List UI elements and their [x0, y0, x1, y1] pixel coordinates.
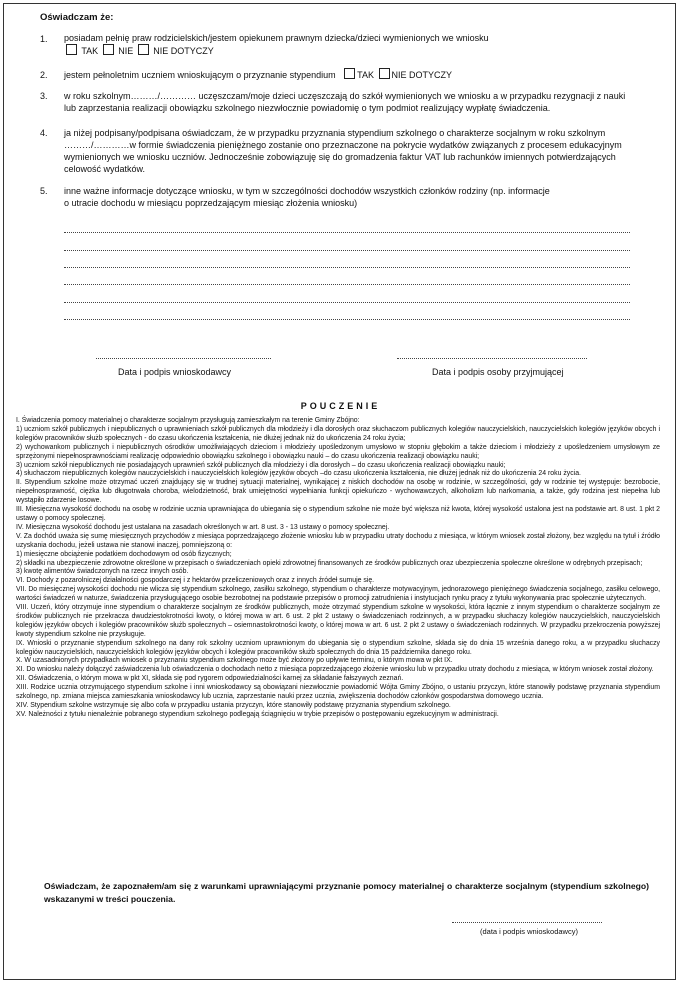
item-5-line-2: o utracie dochodu w miesiącu poprzedzającym miesiąc złożenia wniosku) [64, 198, 358, 208]
item-4-line-3: wymienionych we wniosku uczniów. Jednocześnie zobowiązuję się do gromadzenia faktur VAT lub rachunków imiennych potwierdzających [64, 152, 616, 162]
pouczenie-paragraph: VI. Dochody z pozarolniczej działalności gospodarczej i z hektarów przeliczeniowych oraz z innych źródeł sumuje się. [16, 577, 375, 585]
pouczenie-paragraph: 2) wychowankom publicznych i niepublicznych ośrodków umożliwiających dzieciom i młodzieży upośledzonym umysłowo w stopniu głębokim a także dzieciom i młodzieży z upośledzeniem umysłowym ze sprzężonymi niepełnosprawnościami realizację odpowiednio obowiązku szkolnego i obowiązku nauki – do czasu ukończenia realizacji obowiązku nauki; [16, 443, 660, 460]
pouczenie-paragraph: X. W uzasadnionych przypadkach wniosek o przyznaniu stypendium szkolnego może być złożony po upływie terminu, o którym mowa w pkt IX. [16, 657, 453, 665]
answer-line-2[interactable] [64, 250, 630, 251]
item-2-tak-checkbox[interactable] [344, 68, 355, 79]
item-1-nie-label: NIE [118, 46, 134, 56]
applicant-signature-line[interactable] [96, 358, 271, 359]
item-1-tak-checkbox[interactable] [66, 44, 77, 55]
pouczenie-paragraph: I. Świadczenia pomocy materialnej o charakterze socjalnym przysługują zamieszkałym na terenie Gminy Zbójno: [16, 417, 360, 424]
item-4-line-1: ja niżej podpisany/podpisana oświadczam, że w przypadku przyznania stypendium szkolnego o charakterze socjalnym w roku szkolnym [64, 128, 606, 138]
pouczenie-paragraph: 1) miesięczne obciążenie podatkiem dochodowym od osób fizycznych; [16, 550, 232, 558]
item-3-line-1: w roku szkolnym………/………… uczęszczam/moje dzieci uczęszczają do szkół wymienionych we wniosku a w przypadku rezygnacji z nauki [64, 91, 626, 101]
item-2-text: jestem pełnoletnim uczniem wnioskującym o przyznanie stypendium [64, 70, 336, 80]
pouczenie-paragraph: V. Za dochód uważa się sumę miesięcznych przychodów z miesiąca poprzedzającego złożenie wniosku lub w przypadku utraty dochodu z miesiąca, w którym wniosek został złożony, bez względu na tytuł i źródło uzyskania dochodu, jeżeli ustawa nie stanowi inaczej, pomniejszoną o: [16, 532, 660, 549]
item-1-tak-label: TAK [81, 46, 99, 56]
item-5-line-1: inne ważne informacje dotyczące wniosku, w tym w szczególności dochodów wszystkich członków rodziny (np. informacje [64, 186, 550, 196]
pouczenie-paragraph: XV. Należności z tytułu nienależnie pobranego stypendium szkolnego podlegają ściągnięciu w trybie przepisów o postępowaniu egzekucyjnym w administracji. [16, 710, 499, 718]
pouczenie-paragraph: 4) słuchaczom niepublicznych kolegiów nauczycielskich i nauczycielskich kolegiów języków obcych –do czasu ukończenia kształcenia, nie dłużej jednak niż do ukończenia 24 roku życia. [16, 470, 581, 478]
pouczenie-paragraph: XII. Oświadczenia, o którym mowa w pkt XI, składa się pod rygorem odpowiedzialności karnej za składanie fałszywych zeznań. [16, 675, 404, 683]
receiver-signature-label: Data i podpis osoby przyjmującej [432, 367, 564, 377]
answer-line-6[interactable] [64, 319, 630, 320]
pouczenie-paragraph: IX. Wnioski o przyznanie stypendium szkolnego na dany rok szkolny uczniom uprawnionym do ubiegania się o stypendium szkolne, składa się do dnia 15 września danego roku, a w przypadku słuchaczy kolegiów nauczycielskich, nauczycielskich kolegiów języków obcych i kolegiów pracowników służb społecznych do dnia 15 października danego roku. [16, 639, 660, 656]
answer-line-3[interactable] [64, 267, 630, 268]
pouczenie-paragraph: 3) kwotę alimentów świadczonych na rzecz innych osób. [16, 568, 189, 576]
final-signature-line[interactable] [452, 922, 602, 923]
item-3-line-2: lub zaprzestania realizacji obowiązku szkolnego niezwłocznie powiadomię o tym podmiot realizujący wypłatę świadczenia. [64, 103, 551, 113]
pouczenie-paragraph: VII. Do miesięcznej wysokości dochodu nie wlicza się stypendium szkolnego, zasiłku szkolnego, stypendium o charakterze motywacyjnym, jednorazowego pieniężnego świadczenia socjalnego, zasiłku celowego, wartości świadczeń w naturze, świadczenia przysługującego osobie bezrobotnej na podstawie przepisów o promocji zatrudnienia i instytucjach rynku pracy z tytułu wykonywania prac społecznie użytecznych. [16, 586, 660, 603]
pouczenie-paragraph: XI. Do wniosku należy dołączyć zaświadczenia lub oświadczenia o dochodach netto z miesiąca poprzedzającego złożenie wniosku lub w przypadku utraty dochodu z miesiąca, w którym wniosek został złożony. [16, 666, 654, 674]
pouczenie-paragraph: II. Stypendium szkolne może otrzymać uczeń znajdujący się w trudnej sytuacji materialnej, wynikającej z niskich dochodów na osobę w rodzinie, w szczególności, gdy w rodzinie tej występuje: bezrobocie, niepełnosprawność, ciężka lub długotrwała choroba, wielodzietność, brak umiejętności wypełniania funkcji opiekuńczo - wychowawczych, alkoholizm lub narkomania, a także, gdy rodzina jest niepełna lub wystąpiło zdarzenie losowe. [16, 479, 660, 505]
item-1-number: 1. [40, 34, 48, 44]
item-4-number: 4. [40, 128, 48, 138]
pouczenie-body [16, 417, 660, 720]
pouczenie-title: POUCZENIE [300, 401, 381, 411]
item-2-line [64, 68, 624, 82]
item-2-tak-label: TAK [357, 70, 374, 80]
item-2-nie-dotyczy-checkbox[interactable] [379, 68, 390, 79]
pouczenie-paragraph: III. Miesięczna wysokość dochodu na osobę w rodzinie ucznia uprawniająca do ubiegania się o stypendium szkolne nie może być większa niż kwota, której wysokość ustalona jest na podstawie art. 8 ust. 1 pkt 2 ustawy o pomocy społecznej. [16, 506, 660, 522]
item-4-line-4: celowość wydatków. [64, 164, 146, 174]
answer-line-5[interactable] [64, 302, 630, 303]
declaration-heading: Oświadczam że: [40, 12, 114, 23]
item-3-number: 3. [40, 91, 48, 101]
item-1-nie-dotyczy-label: NIE DOTYCZY [153, 46, 214, 56]
answer-line-1[interactable] [64, 232, 630, 233]
final-signature-label: (data i podpis wnioskodawcy) [480, 927, 578, 936]
pouczenie-paragraph: VIII. Uczeń, który otrzymuje inne stypendium o charakterze socjalnym ze środków publicznych, może otrzymać stypendium szkolne w wysokości, która łącznie z innym stypendium o charakterze socjalnym ze środków publicznych nie przekracza dwudziestokrotności kwoty, o której mowa w art. 6 ust. 2 pkt 2 ustawy o świadczeniach rodzinnych, a w przypadku słuchaczy kolegiów nauczycielskich, nauczycielskich kolegiów języków obcych i kolegiów pracowników służb społecznych – osiemnastokrotności kwoty, o której mowa w art. 6 ust. 2 pkt 2 ustawy o świadczeniach rodzinnych. W przypadku przekroczenia powyższej kwoty stypendium szkolne nie przysługuje. [16, 604, 660, 638]
item-1-nie-dotyczy-checkbox[interactable] [138, 44, 149, 55]
pouczenie-paragraph: 2) składki na ubezpieczenie zdrowotne określone w przepisach o świadczeniach opieki zdrowotnej finansowanych ze środków publicznych oraz ubezpieczenia społeczne określone w odrębnych przepisach; [16, 559, 643, 567]
item-5-number: 5. [40, 186, 48, 196]
pouczenie-paragraph: XIII. Rodzice ucznia otrzymującego stypendium szkolne i inni wnioskodawcy są obowiązani niezwłocznie powiadomić Wójta Gminy Zbójno, o ustaniu przyczyn, które stanowiły podstawę przyznania stypendium szkolnego, np. zmiana miejsca zamieszkania wnioskodawcy lub ucznia, zaprzestanie nauki przez ucznia, zwiększenia dochodów członków gospodarstwa domowego ucznia. [16, 684, 660, 701]
pouczenie-paragraph: XIV. Stypendium szkolne wstrzymuje się albo cofa w przypadku ustania przyczyn, które stanowiły podstawę przyznania stypendium szkolnego. [16, 702, 451, 709]
applicant-signature-label: Data i podpis wnioskodawcy [118, 367, 232, 377]
item-1-text: posiadam pełnię praw rodzicielskich/jestem opiekunem prawnym dziecka/dzieci wymienionych we wniosku [64, 33, 489, 43]
pouczenie-paragraph: 3) uczniom szkół niepublicznych nie posiadających uprawnień szkół publicznych dla młodzieży i dla dorosłych – do czasu ukończenia realizacji obowiązku nauki; [16, 461, 506, 469]
answer-line-4[interactable] [64, 284, 630, 285]
item-2-nie-dotyczy-label: NIE DOTYCZY [391, 70, 453, 80]
item-1-nie-checkbox[interactable] [103, 44, 114, 55]
receiver-signature-line[interactable] [397, 358, 587, 359]
item-1-options [64, 44, 464, 58]
item-4-line-2: ………/…………w formie świadczenia pieniężnego zostanie ono przeznaczone na pokrycie wydatków związanych z procesem edukacyjnym [64, 140, 622, 150]
item-2-number: 2. [40, 70, 48, 80]
final-statement: Oświadczam, że zapoznałem/am się z warunkami uprawniającymi przyznanie pomocy materialnej o charakterze socjalnym (stypendium szkolnego) wskazanymi w treści pouczenia. [44, 881, 649, 904]
pouczenie-paragraph: IV. Miesięczna wysokość dochodu jest ustalana na zasadach określonych w art. 8 ust. 3 - 13 ustawy o pomocy społecznej. [16, 523, 390, 531]
pouczenie-paragraph: 1) uczniom szkół publicznych i niepublicznych o uprawnieniach szkół publicznych dla młodzieży i dla dorosłych oraz słuchaczom publicznych kolegiów nauczycielskich, nauczycielskich kolegiów języków obcych i kolegiów pracowników służb społecznych - do czasu ukończenia kształcenia, nie dłużej jednak niż do ukończenia 24 roku życia; [16, 425, 660, 442]
